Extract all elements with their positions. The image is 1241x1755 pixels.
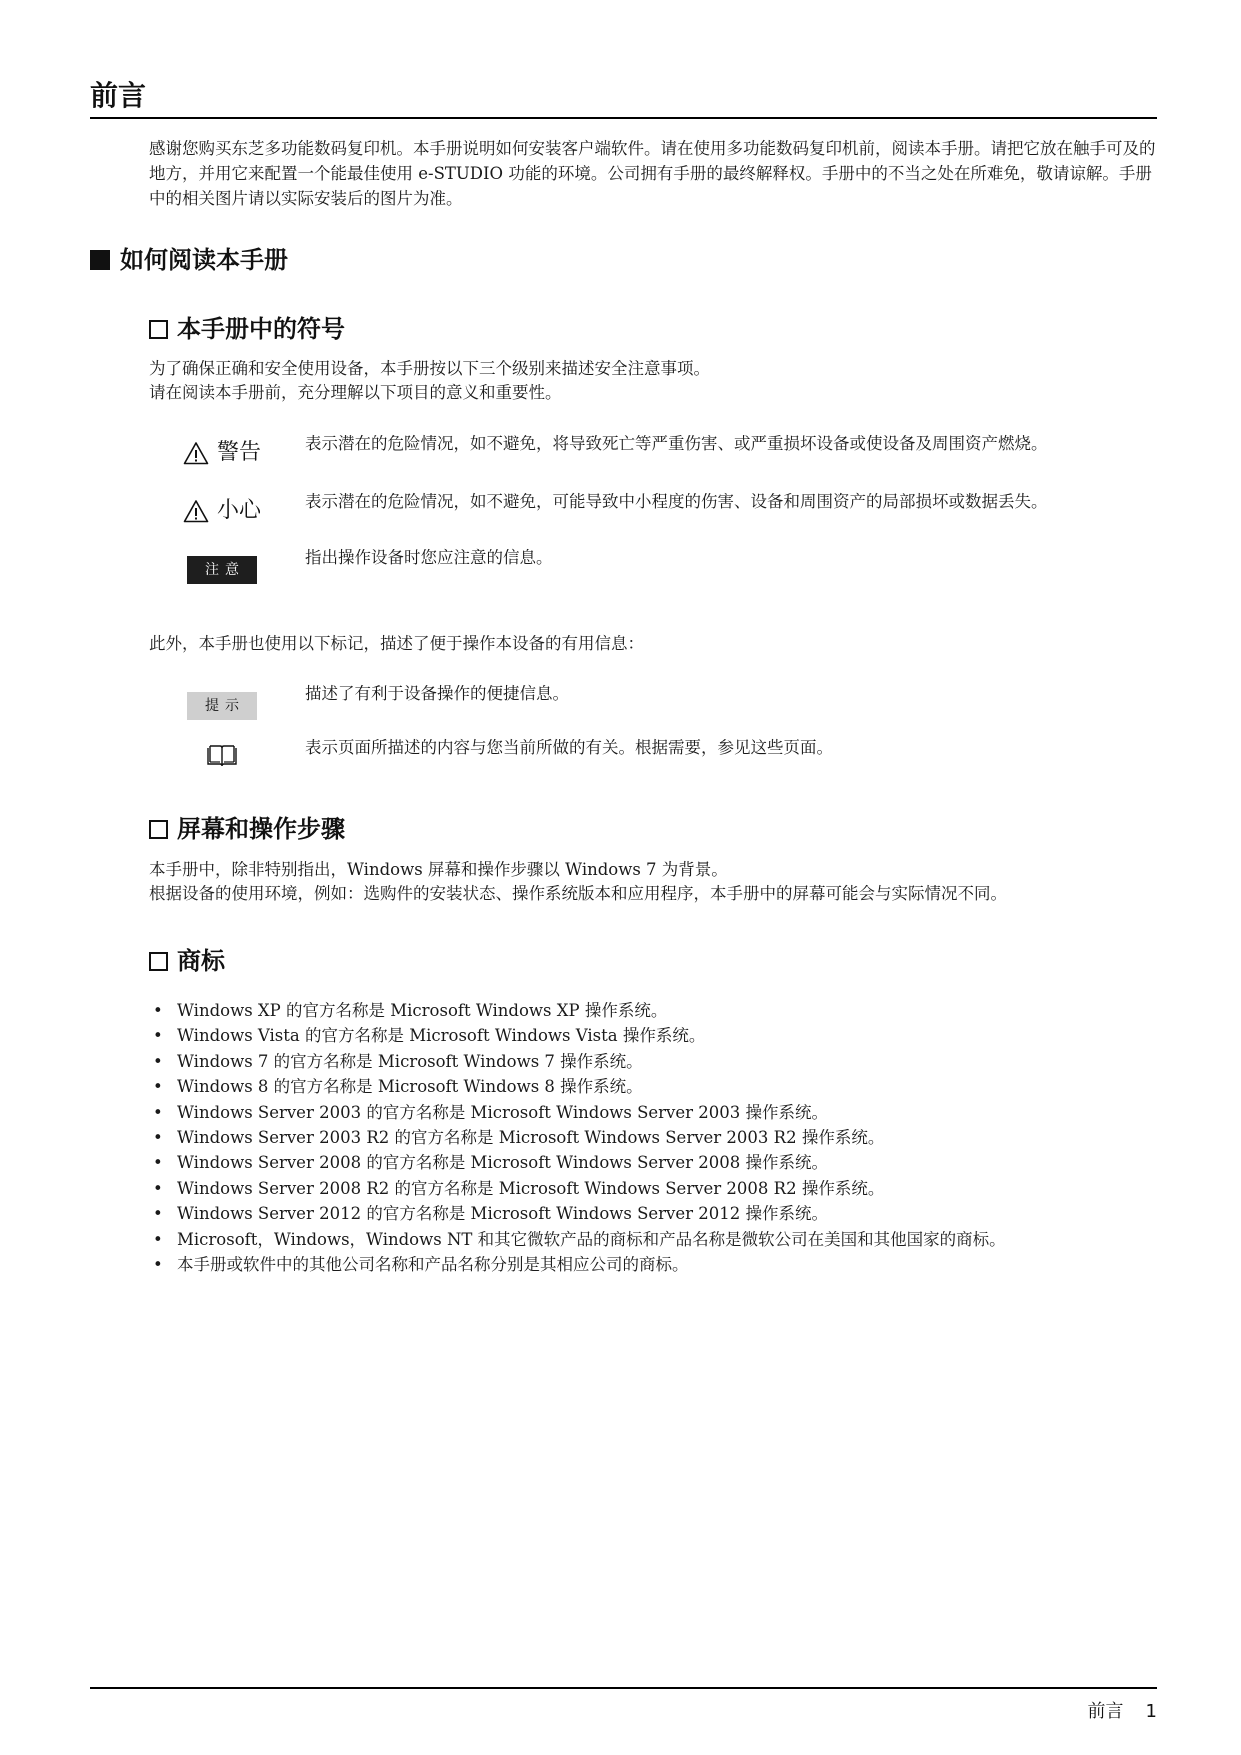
list-item: • Windows Server 2003 的官方名称是 Microsoft Windows Server 2003 操作系统。 bbox=[153, 1100, 1153, 1125]
caution-label-col bbox=[149, 496, 295, 526]
other-marks-intro-text: 此外，本手册也使用以下标记，描述了便于操作本设备的有用信息： bbox=[149, 634, 644, 653]
trademark-list bbox=[153, 998, 1153, 1277]
warning-label bbox=[183, 438, 261, 468]
open-square-icon bbox=[149, 820, 168, 839]
subsection-heading-text: 屏幕和操作步骤 bbox=[177, 815, 345, 843]
list-item: • Microsoft，Windows，Windows NT 和其它微软产品的商标和产品名称是微软公司在美国和其他国家的商标。 bbox=[153, 1227, 1153, 1252]
caution-description: 表示潜在的危险情况，如不避免，可能导致中小程度的伤害、设备和周围资产的局部损坏或数据丢失。 bbox=[305, 492, 1048, 511]
filled-square-icon bbox=[90, 250, 110, 270]
tip-badge: 提示 bbox=[187, 692, 257, 720]
tip-description: 描述了有利于设备操作的便捷信息。 bbox=[305, 684, 569, 703]
caution-row bbox=[149, 490, 1159, 538]
list-item: • Windows Vista 的官方名称是 Microsoft Windows Vista 操作系统。 bbox=[153, 1023, 1153, 1048]
open-square-icon bbox=[149, 952, 168, 971]
book-reference-icon bbox=[206, 744, 238, 768]
list-item: • Windows XP 的官方名称是 Microsoft Windows XP 操作系统。 bbox=[153, 998, 1153, 1023]
subsection-heading-screens bbox=[149, 813, 345, 845]
warning-row bbox=[149, 432, 1159, 480]
note-badge: 注意 bbox=[187, 556, 257, 584]
list-item: • 本手册或软件中的其他公司名称和产品名称分别是其相应公司的商标。 bbox=[153, 1252, 1153, 1277]
warning-triangle-icon bbox=[183, 441, 209, 465]
caution-triangle-icon bbox=[183, 499, 209, 523]
list-item: • Windows Server 2003 R2 的官方名称是 Microsoft Windows Server 2003 R2 操作系统。 bbox=[153, 1125, 1153, 1150]
footer-section-name: 前言 bbox=[1087, 1701, 1124, 1722]
screens-line: 根据设备的使用环境，例如：选购件的安装状态、操作系统版本和应用程序，本手册中的屏幕可能会与实际情况不同。 bbox=[149, 884, 1007, 903]
subsection-heading-symbols bbox=[149, 313, 345, 345]
other-marks-intro bbox=[149, 632, 1157, 656]
subsection-heading-text: 商标 bbox=[177, 947, 225, 975]
subsection-heading-trademarks bbox=[149, 945, 225, 977]
symbols-intro bbox=[149, 357, 1157, 405]
footer-divider bbox=[90, 1687, 1157, 1689]
list-item: • Windows Server 2012 的官方名称是 Microsoft Windows Server 2012 操作系统。 bbox=[153, 1201, 1153, 1226]
caution-label bbox=[183, 496, 261, 526]
reference-row bbox=[149, 736, 1159, 784]
tip-row bbox=[149, 682, 1159, 730]
list-item: • Windows Server 2008 R2 的官方名称是 Microsoft Windows Server 2008 R2 操作系统。 bbox=[153, 1176, 1153, 1201]
tip-label-col bbox=[149, 692, 295, 720]
open-square-icon bbox=[149, 320, 168, 339]
intro-paragraph: 感谢您购买东芝多功能数码复印机。本手册说明如何安装客户端软件。请在使用多功能数码复印机前，阅读本手册。请把它放在触手可及的地方，并用它来配置一个能最佳使用 e-STUDIO 功能的环境。公司拥有手册的最终解释权。手册中的不当之处在所难免，敬请谅解。手册中的相关图片请以实际安装后的图片为准。 bbox=[149, 139, 1156, 208]
note-row bbox=[149, 546, 1159, 594]
reference-label-col bbox=[149, 744, 295, 768]
list-item: • Windows Server 2008 的官方名称是 Microsoft Windows Server 2008 操作系统。 bbox=[153, 1150, 1153, 1175]
caution-label-text: 小心 bbox=[216, 498, 261, 523]
list-item: • Windows 8 的官方名称是 Microsoft Windows 8 操作系统。 bbox=[153, 1074, 1153, 1099]
warning-label-col bbox=[149, 438, 295, 468]
section-heading-text: 如何阅读本手册 bbox=[120, 246, 288, 274]
symbols-intro-line: 请在阅读本手册前，充分理解以下项目的意义和重要性。 bbox=[149, 383, 562, 402]
screens-paragraph bbox=[149, 858, 1157, 906]
warning-description: 表示潜在的危险情况，如不避免，将导致死亡等严重伤害、或严重损坏设备或使设备及周围资产燃烧。 bbox=[305, 434, 1048, 453]
list-item: • Windows 7 的官方名称是 Microsoft Windows 7 操作系统。 bbox=[153, 1049, 1153, 1074]
warning-label-text: 警告 bbox=[216, 440, 261, 465]
note-label-col bbox=[149, 556, 295, 584]
page-number: 1 bbox=[1145, 1701, 1157, 1722]
title-divider bbox=[90, 117, 1157, 119]
reference-description: 表示页面所描述的内容与您当前所做的有关。根据需要，参见这些页面。 bbox=[305, 738, 833, 757]
note-description: 指出操作设备时您应注意的信息。 bbox=[305, 548, 553, 567]
screens-line: 本手册中，除非特别指出，Windows 屏幕和操作步骤以 Windows 7 为背景。 bbox=[149, 860, 728, 879]
page-title: 前言 bbox=[90, 79, 147, 112]
section-heading-how-to-read bbox=[90, 244, 288, 276]
symbols-intro-line: 为了确保正确和安全使用设备，本手册按以下三个级别来描述安全注意事项。 bbox=[149, 359, 710, 378]
subsection-heading-text: 本手册中的符号 bbox=[177, 315, 345, 343]
page-footer bbox=[1088, 1700, 1157, 1724]
